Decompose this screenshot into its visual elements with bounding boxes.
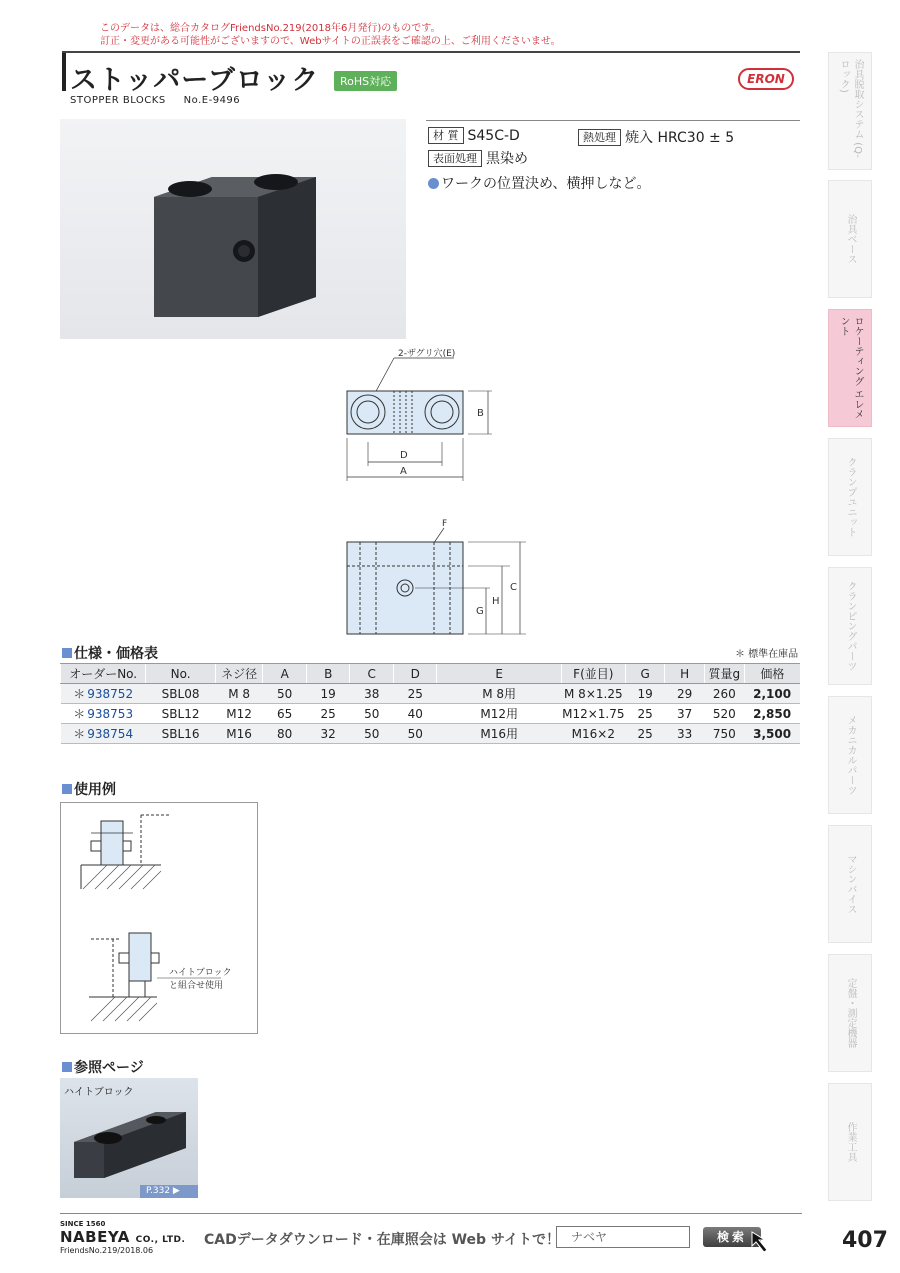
order-no[interactable]: 938752 [87, 687, 134, 701]
since-text: SINCE 1560 [60, 1220, 106, 1228]
tab-clamp-unit[interactable]: クランプユニット [828, 438, 872, 556]
tab-q-lock[interactable]: 治具脱取システム (Q-ロック) [828, 52, 872, 170]
price-heading [62, 643, 158, 663]
tab-machine-vise[interactable]: マシンバイス [828, 825, 872, 943]
usage-heading [62, 779, 116, 799]
stock-star: ＊ [73, 687, 86, 701]
subtitle-en: STOPPER BLOCKS [70, 95, 166, 106]
stopper-block-image [60, 119, 406, 339]
usage-caption-2: と組合せ使用 [169, 981, 224, 991]
c-cell: 50 [350, 724, 394, 744]
model-cell: SBL16 [146, 724, 215, 744]
a-cell: 80 [263, 724, 307, 744]
col-screw: ネジ径 [215, 664, 263, 684]
tab-surface-plate[interactable]: 定盤・測定機器 [828, 954, 872, 1072]
rohs-badge: RoHS対応 [334, 71, 397, 91]
table-row [61, 724, 801, 744]
technical-drawing [330, 346, 530, 638]
reference-heading-text: 参照ページ [74, 1060, 144, 1076]
col-f: F(並目) [561, 664, 625, 684]
heat-tag: 熱処理 [578, 129, 621, 146]
e-cell: M16用 [437, 724, 561, 744]
search-input[interactable]: ナベヤ [556, 1226, 690, 1248]
order-no-cell[interactable] [61, 724, 146, 744]
col-no: No. [146, 664, 215, 684]
footer-rule [60, 1213, 802, 1214]
col-mass: 質量g [704, 664, 744, 684]
usage-heading-text: 使用例 [74, 782, 116, 798]
tab-work-tools[interactable]: 作業工具 [828, 1083, 872, 1201]
model-cell: SBL08 [146, 684, 215, 704]
order-no[interactable]: 938754 [87, 727, 134, 741]
dim-g: G [476, 606, 484, 617]
e-cell: M12用 [437, 704, 561, 724]
table-row [61, 704, 801, 724]
f-cell: M16×2 [561, 724, 625, 744]
price-cell: 2,100 [744, 684, 800, 704]
search-button[interactable]: 検索 [703, 1227, 761, 1247]
table-row [61, 684, 801, 704]
spec-rule [426, 120, 800, 121]
page-title: ストッパーブロック [70, 65, 320, 96]
company-suffix: CO., LTD. [135, 1235, 186, 1245]
material-spec [428, 127, 520, 144]
notice-line-2: 訂正・変更がある可能性がございますので、Webサイトの正誤表をご確認の上、ご利用くださいませ。 [100, 36, 561, 47]
order-no-cell[interactable] [61, 704, 146, 724]
d-cell: 50 [393, 724, 437, 744]
h-cell: 29 [665, 684, 705, 704]
usage-diagram [61, 803, 257, 1033]
col-c: C [350, 664, 394, 684]
c-cell: 50 [350, 704, 394, 724]
stock-note: ＊ 標準在庫品 [735, 649, 799, 660]
stock-star: ＊ [73, 707, 86, 721]
h-cell: 33 [665, 724, 705, 744]
a-cell: 50 [263, 684, 307, 704]
mass-cell: 260 [704, 684, 744, 704]
order-no[interactable]: 938753 [87, 707, 134, 721]
dim-d: D [400, 450, 408, 461]
notice-line-1: このデータは、総合カタログFriendsNo.219(2018年6月発行)のものです。 [100, 23, 441, 34]
catalog-number: No.E-9496 [183, 95, 241, 106]
d-cell: 25 [393, 684, 437, 704]
h-cell: 37 [665, 704, 705, 724]
g-cell: 25 [625, 724, 665, 744]
counterbore-label: 2-ザグリ穴(E) [398, 349, 456, 359]
col-e: E [437, 664, 561, 684]
col-price: 価格 [744, 664, 800, 684]
notice-text [100, 22, 561, 48]
e-cell: M 8用 [437, 684, 561, 704]
material-tag: 材 質 [428, 127, 464, 144]
material-value: S45C-D [467, 128, 520, 144]
company-logo [60, 1228, 185, 1246]
reference-item-label: ハイトブロック [64, 1087, 134, 1098]
stock-star: ＊ [73, 727, 86, 741]
tab-clamping-parts[interactable]: クランピングパーツ [828, 567, 872, 685]
a-cell: 65 [263, 704, 307, 724]
spec-price-table [60, 663, 800, 744]
surface-value: 黒染め [486, 151, 528, 167]
title-rule [62, 51, 800, 53]
col-b: B [306, 664, 350, 684]
price-cell: 2,850 [744, 704, 800, 724]
tab-locating-element[interactable]: ロケーティング エレメント [828, 309, 872, 427]
surface-tag: 表面処理 [428, 150, 482, 167]
reference-page-link[interactable]: P.332 ▶ [140, 1185, 198, 1198]
b-cell: 19 [306, 684, 350, 704]
f-cell: M12×1.75 [561, 704, 625, 724]
cursor-arrow-icon [750, 1230, 780, 1254]
usage-note [428, 173, 650, 193]
tab-jig-base[interactable]: 治具ベース [828, 180, 872, 298]
usage-caption-1: ハイトブロック [169, 968, 232, 978]
eron-logo: ERON [738, 68, 794, 90]
price-heading-text: 仕様・価格表 [74, 646, 158, 662]
screw-cell: M 8 [215, 684, 263, 704]
heading-square-icon [62, 1062, 72, 1072]
surface-spec [428, 148, 528, 168]
title-accent-bar [62, 53, 66, 91]
dim-h: H [492, 596, 500, 607]
g-cell: 19 [625, 684, 665, 704]
dim-b: B [477, 408, 484, 419]
f-cell: M 8×1.25 [561, 684, 625, 704]
tab-mechanical-parts[interactable]: メカニカルパーツ [828, 696, 872, 814]
bullet-dot-icon [428, 178, 439, 189]
col-g: G [625, 664, 665, 684]
mass-cell: 520 [704, 704, 744, 724]
catalog-edition: FriendsNo.219/2018.06 [60, 1246, 154, 1255]
usage-note-text: ワークの位置決め、横押しなど。 [441, 176, 651, 192]
product-photo [60, 119, 406, 339]
col-h: H [665, 664, 705, 684]
d-cell: 40 [393, 704, 437, 724]
company-name: NABEYA [60, 1228, 130, 1246]
order-no-cell[interactable] [61, 684, 146, 704]
heat-spec [578, 127, 734, 147]
price-cell: 3,500 [744, 724, 800, 744]
col-a: A [263, 664, 307, 684]
g-cell: 25 [625, 704, 665, 724]
page-number: 407 [842, 1228, 888, 1253]
heat-value: 焼入 HRC30 ± 5 [625, 130, 735, 146]
page-subtitle [70, 95, 240, 106]
dim-c: C [510, 582, 517, 593]
col-order: オーダーNo. [61, 664, 146, 684]
cad-download-text: CADデータダウンロード・在庫照会は Web サイトで！ [204, 1232, 560, 1248]
heading-square-icon [62, 648, 72, 658]
heading-square-icon [62, 784, 72, 794]
col-d: D [393, 664, 437, 684]
screw-cell: M16 [215, 724, 263, 744]
reference-heading [62, 1057, 144, 1077]
usage-example-box [60, 802, 258, 1034]
b-cell: 32 [306, 724, 350, 744]
model-cell: SBL12 [146, 704, 215, 724]
c-cell: 38 [350, 684, 394, 704]
b-cell: 25 [306, 704, 350, 724]
mass-cell: 750 [704, 724, 744, 744]
dim-f: F [442, 519, 448, 529]
dim-a: A [400, 466, 407, 477]
table-header-row [61, 664, 801, 684]
screw-cell: M12 [215, 704, 263, 724]
